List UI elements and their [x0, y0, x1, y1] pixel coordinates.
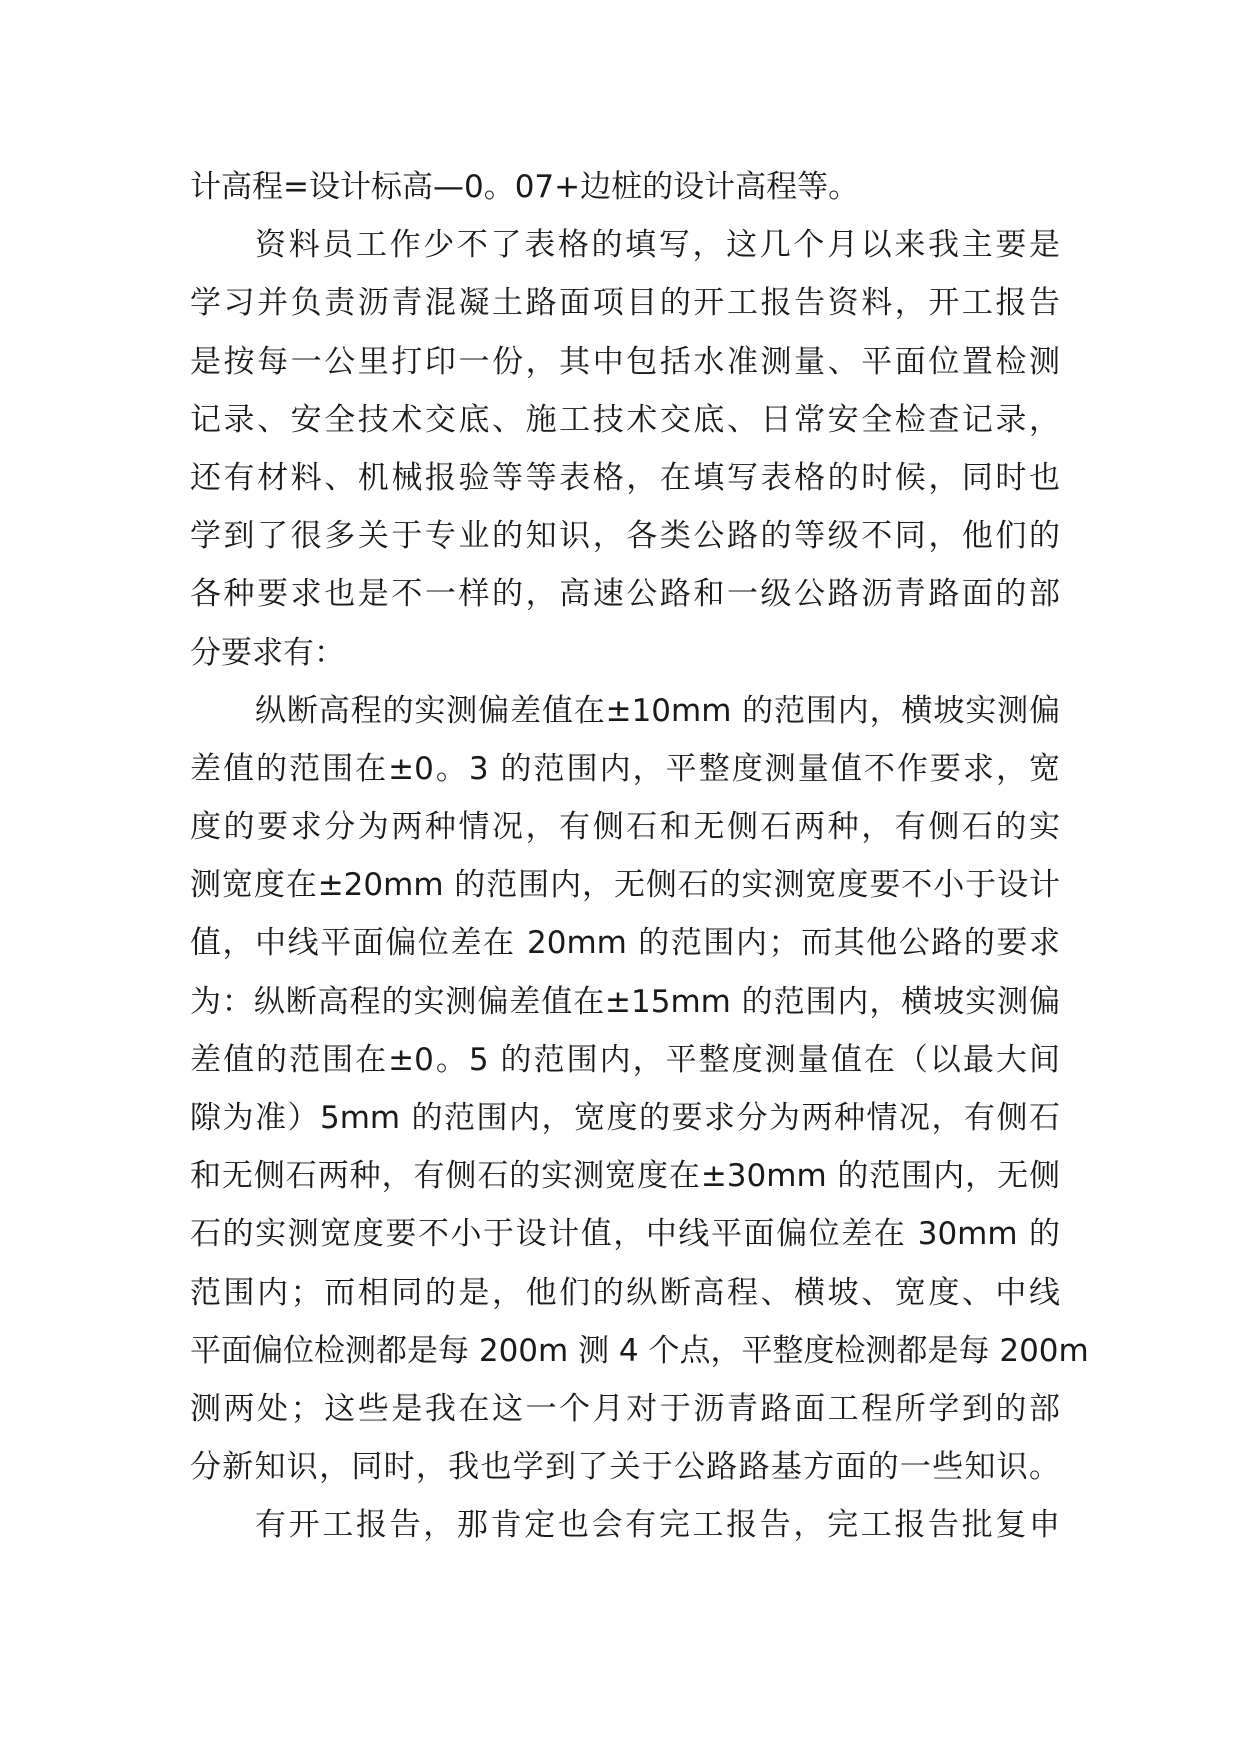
text-line: 差值的范围在±0。3 的范围内，平整度测量值不作要求，宽: [190, 750, 1060, 787]
text-line: 还有材料、机械报验等等表格，在填写表格的时候，同时也: [190, 459, 1060, 496]
text-line: 测宽度在±20mm 的范围内，无侧石的实测宽度要不小于设计: [190, 867, 1060, 904]
text-line: 值，中线平面偏位差在 20mm 的范围内；而其他公路的要求: [190, 925, 1060, 962]
text-line: 学习并负责沥青混凝土路面项目的开工报告资料，开工报告: [190, 285, 1060, 322]
text-line: 隙为准）5mm 的范围内，宽度的要求分为两种情况，有侧石: [190, 1100, 1060, 1136]
text-line: 平面偏位检测都是每 200m 测 4 个点，平整度检测都是每 200m: [190, 1332, 1089, 1369]
text-line: 分要求有：: [190, 634, 345, 671]
text-line: 范围内；而相同的是，他们的纵断高程、横坡、宽度、中线: [190, 1274, 1060, 1311]
text-line: 记录、安全技术交底、施工技术交底、日常安全检查记录，: [190, 401, 1060, 438]
text-line: 差值的范围在±0。5 的范围内，平整度测量值在（以最大间: [190, 1041, 1060, 1078]
text-line: 纵断高程的实测偏差值在±10mm 的范围内，横坡实测偏: [255, 692, 1060, 729]
text-line: 和无侧石两种，有侧石的实测宽度在±30mm 的范围内，无侧: [190, 1158, 1060, 1195]
text-line: 计高程=设计标高—0。07+边桩的设计高程等。: [190, 169, 860, 205]
text-line: 测两处；这些是我在这一个月对于沥青路面工程所学到的部: [190, 1390, 1060, 1427]
text-line: 石的实测宽度要不小于设计值，中线平面偏位差在 30mm 的: [190, 1216, 1060, 1253]
text-line: 有开工报告，那肯定也会有完工报告，完工报告批复申: [255, 1507, 1060, 1544]
body-text: [190, 158, 1089, 1555]
text-line: 为：纵断高程的实测偏差值在±15mm 的范围内，横坡实测偏: [190, 983, 1060, 1020]
text-line: 学到了很多关于专业的知识，各类公路的等级不同，他们的: [190, 518, 1060, 555]
text-line: 资料员工作少不了表格的填写，这几个月以来我主要是: [255, 227, 1060, 264]
text-line: 各种要求也是不一样的，高速公路和一级公路沥青路面的部: [190, 576, 1060, 613]
text-line: 度的要求分为两种情况，有侧石和无侧石两种，有侧石的实: [190, 809, 1060, 846]
text-line: 是按每一公里打印一份，其中包括水准测量、平面位置检测: [190, 343, 1060, 380]
text-line: 分新知识，同时，我也学到了关于公路路基方面的一些知识。: [190, 1449, 1060, 1486]
